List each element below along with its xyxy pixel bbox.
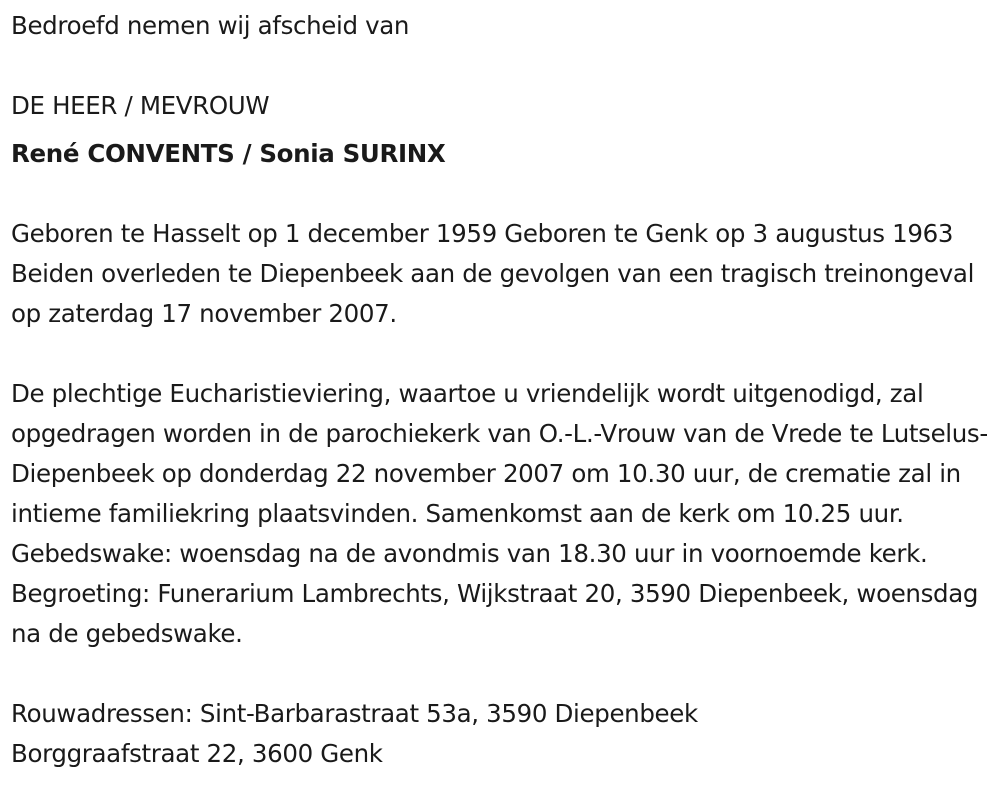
ceremony-paragraph: De plechtige Eucharistieviering, waartoe u vriendelijk wordt uitgenodigd, zal opgedragen worden in de parochiekerk van O.-L.-Vrouw van de Vrede te Lutselus-Diepenbeek op donderdag 22 november 2007 om 10.30 uur, de crematie zal in intieme familiekring plaatsvinden. Samenkomst aan de kerk om 10.25 uur. Gebedswake: woensdag na de avondmis van 18.30 uur in voornoemde kerk. Begroeting: Funerarium Lambrechts, Wijkstraat 20, 3590 Diepenbeek, woensdag na de gebedswake. — [11, 379, 988, 648]
address-line-2: Borggraafstraat 22, 3600 Genk — [11, 739, 383, 768]
spacer — [11, 174, 996, 214]
spacer — [11, 46, 996, 86]
address-line-1: Rouwadressen: Sint-Barbarastraat 53a, 3590 Diepenbeek — [11, 699, 698, 728]
spacer — [11, 334, 996, 374]
obituary-notice — [11, 6, 996, 774]
intro-line: Bedroefd nemen wij afscheid van — [11, 11, 410, 40]
birth-death-paragraph: Geboren te Hasselt op 1 december 1959 Geboren te Genk op 3 augustus 1963 Beiden overleden te Diepenbeek aan de gevolgen van een tragisch treinongeval op zaterdag 17 november 2007. — [11, 219, 975, 328]
deceased-names: René CONVENTS / Sonia SURINX — [11, 139, 446, 168]
spacer — [11, 654, 996, 694]
deceased-title: DE HEER / MEVROUW — [11, 91, 270, 120]
spacer — [11, 126, 996, 134]
